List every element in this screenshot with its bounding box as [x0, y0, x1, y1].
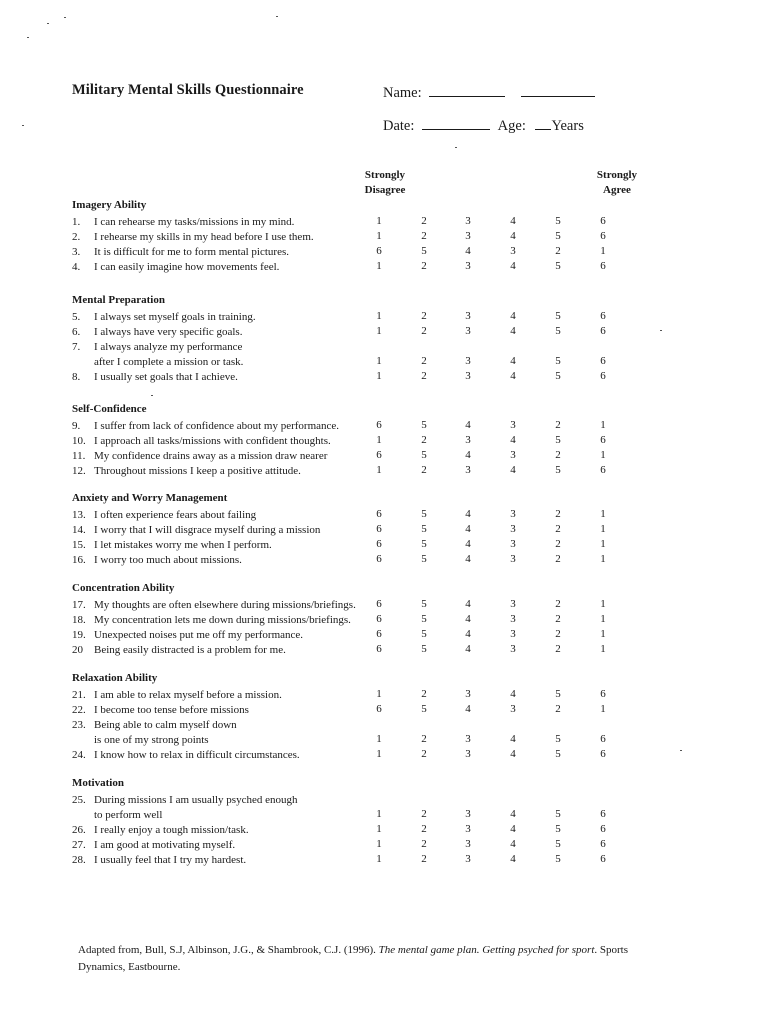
rating-option[interactable]: 5 [555, 230, 561, 242]
question-item [72, 419, 339, 434]
rating-option[interactable]: 2 [555, 598, 561, 610]
page-title: Military Mental Skills Questionnaire [72, 82, 304, 98]
rating-option[interactable]: 1 [600, 523, 606, 535]
rating-option[interactable]: 4 [465, 613, 471, 625]
rating-option[interactable]: 6 [600, 215, 606, 227]
rating-option[interactable]: 3 [465, 823, 471, 835]
rating-option[interactable]: 2 [421, 464, 427, 476]
rating-option[interactable]: 6 [600, 823, 606, 835]
question-number: 11. [72, 450, 86, 462]
rating-option[interactable]: 1 [376, 434, 382, 446]
rating-option[interactable]: 3 [465, 688, 471, 700]
rating-option[interactable]: 4 [510, 260, 516, 272]
rating-option[interactable]: 6 [376, 538, 382, 550]
rating-option[interactable]: 3 [510, 643, 516, 655]
question-item [72, 370, 238, 385]
question-item [72, 245, 289, 260]
question-number: 28. [72, 854, 86, 866]
rating-option[interactable]: 3 [510, 245, 516, 257]
rating-option[interactable]: 6 [600, 853, 606, 865]
section-heading: Anxiety and Worry Management [72, 492, 228, 504]
question-text: is one of my strong points [94, 734, 209, 746]
scan-speck [22, 125, 24, 126]
rating-option[interactable]: 4 [465, 703, 471, 715]
rating-option[interactable]: 1 [600, 245, 606, 257]
rating-option[interactable]: 1 [600, 553, 606, 565]
question-item [72, 703, 249, 718]
rating-option[interactable]: 3 [465, 230, 471, 242]
question-number: 22. [72, 704, 86, 716]
question-text: It is difficult for me to form mental pictures. [94, 246, 289, 258]
scale-low-header [352, 168, 418, 198]
rating-option[interactable]: 3 [465, 748, 471, 760]
rating-option[interactable]: 1 [600, 508, 606, 520]
scan-speck [680, 750, 682, 751]
section-heading: Mental Preparation [72, 294, 165, 306]
rating-option[interactable]: 3 [510, 538, 516, 550]
rating-option[interactable]: 5 [421, 553, 427, 565]
rating-option[interactable]: 5 [421, 538, 427, 550]
rating-option[interactable]: 6 [376, 523, 382, 535]
rating-option[interactable]: 4 [510, 464, 516, 476]
rating-option[interactable]: 1 [376, 733, 382, 745]
date-field[interactable] [422, 115, 490, 130]
question-number: 12. [72, 465, 86, 477]
rating-option[interactable]: 4 [465, 419, 471, 431]
question-item [72, 628, 303, 643]
scan-speck [64, 17, 66, 18]
question-item [72, 553, 242, 568]
rating-option[interactable]: 1 [376, 808, 382, 820]
rating-option[interactable]: 4 [510, 688, 516, 700]
rating-option[interactable]: 2 [421, 688, 427, 700]
rating-option[interactable]: 1 [376, 838, 382, 850]
scan-speck [151, 395, 153, 396]
citation-book-title: The mental game plan. Getting psyched for sport [378, 944, 595, 956]
rating-option[interactable]: 2 [421, 310, 427, 322]
rating-option[interactable]: 2 [555, 245, 561, 257]
scan-speck [455, 147, 457, 148]
rating-option[interactable]: 4 [510, 215, 516, 227]
question-item [72, 260, 279, 275]
rating-option[interactable]: 3 [510, 703, 516, 715]
rating-option[interactable]: 6 [376, 598, 382, 610]
question-item [72, 449, 327, 464]
question-number: 20 [72, 644, 83, 656]
question-text: I usually set goals that I achieve. [94, 371, 238, 383]
rating-option[interactable]: 5 [555, 325, 561, 337]
question-item [72, 508, 256, 523]
scan-speck [27, 37, 29, 38]
rating-option[interactable]: 5 [555, 688, 561, 700]
question-number: 4. [72, 261, 81, 273]
rating-option[interactable]: 6 [376, 508, 382, 520]
question-number: 1. [72, 216, 81, 228]
rating-option[interactable]: 2 [421, 823, 427, 835]
rating-option[interactable]: 1 [600, 613, 606, 625]
rating-option[interactable]: 2 [555, 523, 561, 535]
question-number: 3. [72, 246, 81, 258]
rating-option[interactable]: 6 [376, 419, 382, 431]
rating-option[interactable]: 6 [600, 748, 606, 760]
rating-option[interactable]: 6 [600, 355, 606, 367]
rating-option[interactable]: 2 [555, 553, 561, 565]
rating-option[interactable]: 2 [555, 538, 561, 550]
rating-option[interactable]: 5 [555, 733, 561, 745]
rating-option[interactable]: 5 [555, 370, 561, 382]
rating-option[interactable]: 3 [465, 325, 471, 337]
rating-option[interactable]: 4 [510, 370, 516, 382]
rating-option[interactable]: 5 [555, 310, 561, 322]
rating-option[interactable]: 4 [510, 355, 516, 367]
rating-option[interactable]: 3 [510, 523, 516, 535]
rating-option[interactable]: 6 [600, 310, 606, 322]
rating-option[interactable]: 5 [555, 853, 561, 865]
rating-option[interactable]: 1 [600, 643, 606, 655]
rating-option[interactable]: 1 [376, 464, 382, 476]
rating-option[interactable]: 6 [376, 449, 382, 461]
rating-option[interactable]: 1 [376, 310, 382, 322]
question-item [72, 718, 237, 733]
rating-option[interactable]: 5 [421, 598, 427, 610]
rating-option[interactable]: 6 [600, 260, 606, 272]
rating-option[interactable]: 5 [555, 260, 561, 272]
rating-option[interactable]: 2 [555, 643, 561, 655]
scale-high-line2: Agree [603, 184, 631, 196]
question-text: I become too tense before missions [94, 704, 249, 716]
section-heading: Relaxation Ability [72, 672, 158, 684]
rating-option[interactable]: 5 [421, 703, 427, 715]
rating-option[interactable]: 3 [465, 733, 471, 745]
question-text: I always analyze my performance [94, 341, 243, 353]
rating-option[interactable]: 5 [421, 508, 427, 520]
question-item [72, 598, 356, 613]
rating-option[interactable]: 4 [465, 508, 471, 520]
name-field-extension[interactable] [521, 82, 595, 97]
rating-option[interactable]: 5 [555, 434, 561, 446]
question-item [72, 523, 320, 538]
question-number: 23. [72, 719, 86, 731]
rating-option[interactable]: 2 [421, 230, 427, 242]
rating-option[interactable]: 2 [421, 434, 427, 446]
question-number: 27. [72, 839, 86, 851]
question-number: 6. [72, 326, 81, 338]
rating-option[interactable]: 2 [421, 733, 427, 745]
question-item [72, 748, 300, 763]
rating-option[interactable]: 5 [555, 355, 561, 367]
rating-option[interactable]: 4 [465, 598, 471, 610]
rating-option[interactable]: 5 [421, 419, 427, 431]
question-item [72, 464, 301, 479]
question-item [72, 853, 246, 868]
rating-option[interactable]: 3 [510, 449, 516, 461]
question-text: I usually feel that I try my hardest. [94, 854, 247, 866]
rating-option[interactable]: 3 [510, 419, 516, 431]
question-number: 19. [72, 629, 86, 641]
rating-option[interactable]: 1 [376, 230, 382, 242]
question-number: 24. [72, 749, 86, 761]
rating-option[interactable]: 5 [421, 628, 427, 640]
rating-option[interactable]: 3 [465, 464, 471, 476]
rating-option[interactable]: 3 [465, 808, 471, 820]
question-text: I rehearse my skills in my head before I use them. [94, 231, 314, 243]
question-item [72, 688, 282, 703]
question-item [72, 434, 331, 449]
question-item [94, 733, 209, 748]
rating-option[interactable]: 5 [555, 823, 561, 835]
rating-option[interactable]: 3 [465, 260, 471, 272]
rating-option[interactable]: 2 [555, 419, 561, 431]
rating-option[interactable]: 2 [421, 215, 427, 227]
scan-speck [276, 16, 278, 17]
question-number: 25. [72, 794, 86, 806]
section-heading: Imagery Ability [72, 199, 147, 211]
scale-low-line2: Disagree [364, 184, 406, 196]
section-heading: Motivation [72, 777, 124, 789]
rating-option[interactable]: 1 [376, 260, 382, 272]
rating-option[interactable]: 2 [555, 508, 561, 520]
question-item [72, 823, 249, 838]
rating-option[interactable]: 6 [376, 628, 382, 640]
rating-option[interactable]: 2 [421, 355, 427, 367]
rating-option[interactable]: 6 [600, 808, 606, 820]
rating-option[interactable]: 3 [465, 215, 471, 227]
question-item [72, 310, 256, 325]
rating-option[interactable]: 6 [600, 434, 606, 446]
rating-option[interactable]: 5 [421, 449, 427, 461]
question-text: My thoughts are often elsewhere during missions/briefings. [94, 599, 356, 611]
question-text: I let mistakes worry me when I perform. [94, 539, 272, 551]
question-number: 17. [72, 599, 86, 611]
rating-option[interactable]: 2 [421, 808, 427, 820]
rating-option[interactable]: 1 [376, 370, 382, 382]
rating-option[interactable]: 5 [421, 523, 427, 535]
rating-option[interactable]: 4 [510, 838, 516, 850]
question-text: I really enjoy a tough mission/task. [94, 824, 249, 836]
question-text: Unexpected noises put me off my performance. [94, 629, 304, 641]
question-text: During missions I am usually psyched enough [94, 794, 298, 806]
date-label: Date: [383, 118, 415, 134]
question-text: I am good at motivating myself. [94, 839, 236, 851]
question-text: My concentration lets me down during missions/briefings. [94, 614, 351, 626]
question-item [72, 325, 242, 340]
rating-option[interactable]: 5 [421, 643, 427, 655]
rating-option[interactable]: 1 [376, 688, 382, 700]
rating-option[interactable]: 6 [600, 838, 606, 850]
rating-option[interactable]: 3 [510, 628, 516, 640]
question-number: 21. [72, 689, 86, 701]
question-item [94, 808, 162, 823]
rating-option[interactable]: 1 [376, 355, 382, 367]
age-field[interactable] [535, 115, 551, 130]
rating-option[interactable]: 5 [421, 613, 427, 625]
question-text: I can rehearse my tasks/missions in my mind. [94, 216, 295, 228]
question-text: My confidence drains away as a mission draw nearer [94, 450, 328, 462]
rating-option[interactable]: 4 [465, 553, 471, 565]
scale-high-line1: Strongly [596, 169, 638, 181]
question-text: after I complete a mission or task. [94, 356, 244, 368]
rating-option[interactable]: 2 [421, 838, 427, 850]
rating-option[interactable]: 5 [421, 245, 427, 257]
rating-option[interactable]: 4 [510, 434, 516, 446]
rating-option[interactable]: 4 [510, 733, 516, 745]
question-text: Throughout missions I keep a positive attitude. [94, 465, 301, 477]
rating-option[interactable]: 4 [510, 310, 516, 322]
rating-option[interactable]: 6 [600, 370, 606, 382]
question-number: 9. [72, 420, 81, 432]
rating-option[interactable]: 3 [465, 370, 471, 382]
rating-option[interactable]: 2 [555, 613, 561, 625]
question-number: 18. [72, 614, 86, 626]
question-text: Being easily distracted is a problem for me. [94, 644, 286, 656]
rating-option[interactable]: 6 [600, 230, 606, 242]
question-text: to perform well [94, 809, 163, 821]
rating-option[interactable]: 2 [555, 628, 561, 640]
age-label: Age: [497, 118, 526, 134]
question-text: I always have very specific goals. [94, 326, 243, 338]
question-item [72, 838, 235, 853]
question-text: I worry too much about missions. [94, 554, 242, 566]
rating-option[interactable]: 6 [376, 703, 382, 715]
question-item [72, 215, 294, 230]
rating-option[interactable]: 6 [600, 325, 606, 337]
question-number: 10. [72, 435, 86, 447]
rating-option[interactable]: 2 [555, 703, 561, 715]
question-number: 16. [72, 554, 86, 566]
question-number: 5. [72, 311, 81, 323]
rating-option[interactable]: 1 [600, 598, 606, 610]
question-text: I suffer from lack of confidence about my performance. [94, 420, 340, 432]
rating-option[interactable]: 4 [510, 853, 516, 865]
rating-option[interactable]: 2 [421, 853, 427, 865]
rating-option[interactable]: 3 [510, 553, 516, 565]
section-heading: Concentration Ability [72, 582, 175, 594]
rating-option[interactable]: 2 [421, 370, 427, 382]
citation-publisher: . Sports Dynamics, Eastbourne. [78, 944, 628, 973]
rating-option[interactable]: 4 [465, 643, 471, 655]
citation-text: Adapted from, Bull, S.J, Albinson, J.G., & Shambrook, C.J. (1996). [78, 944, 379, 956]
rating-option[interactable]: 4 [465, 523, 471, 535]
question-number: 26. [72, 824, 86, 836]
rating-option[interactable]: 3 [465, 355, 471, 367]
scan-speck [47, 23, 49, 24]
rating-option[interactable]: 1 [376, 823, 382, 835]
question-text: I can easily imagine how movements feel. [94, 261, 280, 273]
rating-option[interactable]: 3 [465, 434, 471, 446]
rating-option[interactable]: 6 [376, 553, 382, 565]
rating-option[interactable]: 4 [465, 628, 471, 640]
name-field[interactable] [429, 82, 505, 97]
rating-option[interactable]: 6 [376, 613, 382, 625]
rating-option[interactable]: 5 [555, 748, 561, 760]
question-item [72, 613, 351, 628]
question-item [72, 538, 272, 553]
scale-high-header [584, 168, 650, 198]
rating-option[interactable]: 1 [600, 419, 606, 431]
rating-option[interactable]: 6 [376, 245, 382, 257]
rating-option[interactable]: 1 [600, 449, 606, 461]
years-label: Years [551, 118, 584, 134]
rating-option[interactable]: 3 [465, 838, 471, 850]
rating-option[interactable]: 5 [555, 808, 561, 820]
rating-option[interactable]: 3 [465, 310, 471, 322]
rating-option[interactable]: 1 [376, 748, 382, 760]
section-heading: Self-Confidence [72, 403, 147, 415]
rating-option[interactable]: 2 [421, 260, 427, 272]
rating-option[interactable]: 5 [555, 464, 561, 476]
name-label: Name: [383, 85, 422, 101]
rating-option[interactable]: 2 [421, 748, 427, 760]
question-text: I approach all tasks/missions with confident thoughts. [94, 435, 331, 447]
rating-option[interactable]: 1 [376, 325, 382, 337]
question-item [72, 643, 286, 658]
citation-footer [78, 942, 658, 976]
rating-option[interactable]: 4 [465, 538, 471, 550]
rating-option[interactable]: 3 [510, 613, 516, 625]
rating-option[interactable]: 1 [376, 853, 382, 865]
question-number: 14. [72, 524, 86, 536]
rating-option[interactable]: 1 [376, 215, 382, 227]
scan-speck [660, 330, 662, 331]
question-number: 15. [72, 539, 86, 551]
rating-option[interactable]: 3 [465, 853, 471, 865]
rating-option[interactable]: 2 [555, 449, 561, 461]
rating-option[interactable]: 3 [510, 598, 516, 610]
question-number: 8. [72, 371, 81, 383]
rating-option[interactable]: 4 [465, 449, 471, 461]
question-text: I am able to relax myself before a mission. [94, 689, 282, 701]
question-number: 2. [72, 231, 81, 243]
rating-option[interactable]: 1 [600, 538, 606, 550]
rating-option[interactable]: 6 [600, 464, 606, 476]
question-text: I always set myself goals in training. [94, 311, 256, 323]
rating-option[interactable]: 3 [510, 508, 516, 520]
rating-option[interactable]: 4 [510, 748, 516, 760]
question-item [72, 340, 242, 355]
rating-option[interactable]: 1 [600, 628, 606, 640]
question-item [72, 230, 314, 245]
rating-option[interactable]: 6 [600, 688, 606, 700]
question-text: I worry that I will disgrace myself during a mission [94, 524, 321, 536]
question-item [94, 355, 243, 370]
rating-option[interactable]: 5 [555, 838, 561, 850]
rating-option[interactable]: 1 [600, 703, 606, 715]
question-text: Being able to calm myself down [94, 719, 237, 731]
name-field-row [383, 82, 595, 102]
question-number: 13. [72, 509, 86, 521]
rating-option[interactable]: 6 [376, 643, 382, 655]
rating-option[interactable]: 4 [510, 325, 516, 337]
question-text: I often experience fears about failing [94, 509, 257, 521]
question-item [72, 793, 297, 808]
rating-option[interactable]: 4 [465, 245, 471, 257]
rating-option[interactable]: 2 [421, 325, 427, 337]
rating-option[interactable]: 6 [600, 733, 606, 745]
scale-low-line1: Strongly [364, 169, 406, 181]
question-number: 7. [72, 341, 81, 353]
rating-option[interactable]: 4 [510, 808, 516, 820]
rating-option[interactable]: 5 [555, 215, 561, 227]
rating-option[interactable]: 4 [510, 823, 516, 835]
question-text: I know how to relax in difficult circumstances. [94, 749, 300, 761]
rating-option[interactable]: 4 [510, 230, 516, 242]
date-age-row [383, 115, 584, 135]
